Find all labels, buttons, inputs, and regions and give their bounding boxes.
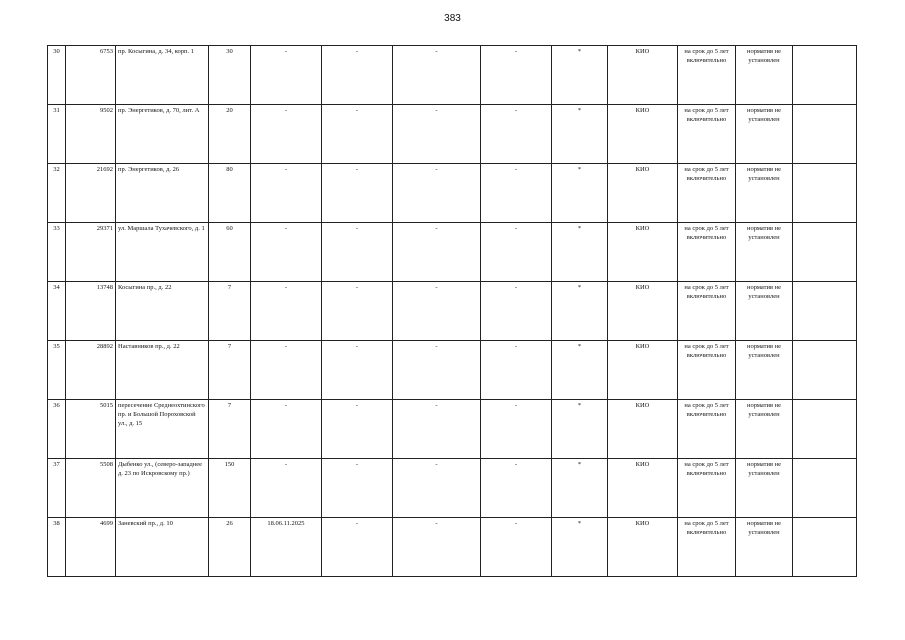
column-6-cell: - bbox=[322, 400, 393, 459]
table-row bbox=[48, 400, 857, 459]
extra-cell bbox=[793, 282, 857, 341]
table-row bbox=[48, 164, 857, 223]
address-cell: ул. Маршала Тухачевского, д. 1 bbox=[116, 223, 209, 282]
address-cell: Заневский пр., д. 10 bbox=[116, 518, 209, 577]
norm-cell: норматив не установлен bbox=[736, 518, 793, 577]
indicator-cell: * bbox=[552, 518, 608, 577]
term-cell: на срок до 5 лет включительно bbox=[678, 341, 736, 400]
row-number-cell: 37 bbox=[48, 459, 66, 518]
column-6-cell: - bbox=[322, 341, 393, 400]
capacity-cell: 30 bbox=[209, 46, 251, 105]
agency-cell: КИО bbox=[608, 341, 678, 400]
term-cell: на срок до 5 лет включительно bbox=[678, 400, 736, 459]
column-8-cell: - bbox=[481, 341, 552, 400]
indicator-cell: * bbox=[552, 164, 608, 223]
norm-cell: норматив не установлен bbox=[736, 341, 793, 400]
extra-cell bbox=[793, 105, 857, 164]
address-cell: Наставников пр., д. 22 bbox=[116, 341, 209, 400]
column-6-cell: - bbox=[322, 282, 393, 341]
extra-cell bbox=[793, 400, 857, 459]
date-cell: 18.06.11.2025 bbox=[251, 518, 322, 577]
norm-cell: норматив не установлен bbox=[736, 223, 793, 282]
table-row bbox=[48, 459, 857, 518]
norm-cell: норматив не установлен bbox=[736, 282, 793, 341]
capacity-cell: 7 bbox=[209, 341, 251, 400]
table-row bbox=[48, 46, 857, 105]
column-7-cell: - bbox=[393, 341, 481, 400]
address-cell: Косыгина пр., д. 22 bbox=[116, 282, 209, 341]
row-number-cell: 36 bbox=[48, 400, 66, 459]
date-cell: - bbox=[251, 282, 322, 341]
agency-cell: КИО bbox=[608, 164, 678, 223]
registry-table bbox=[47, 45, 857, 577]
indicator-cell: * bbox=[552, 400, 608, 459]
capacity-cell: 20 bbox=[209, 105, 251, 164]
indicator-cell: * bbox=[552, 341, 608, 400]
column-7-cell: - bbox=[393, 518, 481, 577]
address-cell: пр. Энергетиков, д. 26 bbox=[116, 164, 209, 223]
object-code-cell: 21692 bbox=[66, 164, 116, 223]
date-cell: - bbox=[251, 164, 322, 223]
page-number: 383 bbox=[444, 13, 461, 24]
column-6-cell: - bbox=[322, 164, 393, 223]
address-cell: пересечение Среднеохтинского пр. и Большой Пороховской ул., д. 15 bbox=[116, 400, 209, 459]
table-row bbox=[48, 282, 857, 341]
norm-cell: норматив не установлен bbox=[736, 164, 793, 223]
column-8-cell: - bbox=[481, 46, 552, 105]
column-8-cell: - bbox=[481, 223, 552, 282]
row-number-cell: 30 bbox=[48, 46, 66, 105]
table-row bbox=[48, 223, 857, 282]
address-cell: пр. Энергетиков, д. 70, лит. А bbox=[116, 105, 209, 164]
date-cell: - bbox=[251, 223, 322, 282]
agency-cell: КИО bbox=[608, 459, 678, 518]
column-7-cell: - bbox=[393, 105, 481, 164]
column-7-cell: - bbox=[393, 46, 481, 105]
agency-cell: КИО bbox=[608, 105, 678, 164]
norm-cell: норматив не установлен bbox=[736, 105, 793, 164]
date-cell: - bbox=[251, 105, 322, 164]
address-cell: Дыбенко ул., (северо-западнее д. 23 по Искровскому пр.) bbox=[116, 459, 209, 518]
row-number-cell: 32 bbox=[48, 164, 66, 223]
row-number-cell: 31 bbox=[48, 105, 66, 164]
term-cell: на срок до 5 лет включительно bbox=[678, 459, 736, 518]
capacity-cell: 7 bbox=[209, 282, 251, 341]
indicator-cell: * bbox=[552, 459, 608, 518]
object-code-cell: 29371 bbox=[66, 223, 116, 282]
indicator-cell: * bbox=[552, 105, 608, 164]
extra-cell bbox=[793, 223, 857, 282]
column-8-cell: - bbox=[481, 105, 552, 164]
column-6-cell: - bbox=[322, 105, 393, 164]
norm-cell: норматив не установлен bbox=[736, 400, 793, 459]
date-cell: - bbox=[251, 400, 322, 459]
row-number-cell: 33 bbox=[48, 223, 66, 282]
table-row bbox=[48, 341, 857, 400]
column-6-cell: - bbox=[322, 459, 393, 518]
object-code-cell: 28892 bbox=[66, 341, 116, 400]
date-cell: - bbox=[251, 459, 322, 518]
column-8-cell: - bbox=[481, 459, 552, 518]
column-8-cell: - bbox=[481, 282, 552, 341]
term-cell: на срок до 5 лет включительно bbox=[678, 164, 736, 223]
agency-cell: КИО bbox=[608, 518, 678, 577]
column-7-cell: - bbox=[393, 459, 481, 518]
object-code-cell: 5508 bbox=[66, 459, 116, 518]
row-number-cell: 34 bbox=[48, 282, 66, 341]
column-8-cell: - bbox=[481, 164, 552, 223]
column-8-cell: - bbox=[481, 518, 552, 577]
object-code-cell: 9502 bbox=[66, 105, 116, 164]
agency-cell: КИО bbox=[608, 400, 678, 459]
date-cell: - bbox=[251, 46, 322, 105]
object-code-cell: 6753 bbox=[66, 46, 116, 105]
term-cell: на срок до 5 лет включительно bbox=[678, 105, 736, 164]
term-cell: на срок до 5 лет включительно bbox=[678, 46, 736, 105]
column-6-cell: - bbox=[322, 223, 393, 282]
term-cell: на срок до 5 лет включительно bbox=[678, 282, 736, 341]
column-7-cell: - bbox=[393, 164, 481, 223]
extra-cell bbox=[793, 164, 857, 223]
agency-cell: КИО bbox=[608, 282, 678, 341]
table-row bbox=[48, 518, 857, 577]
indicator-cell: * bbox=[552, 223, 608, 282]
row-number-cell: 35 bbox=[48, 341, 66, 400]
address-cell: пр. Косыгина, д. 34, корп. 1 bbox=[116, 46, 209, 105]
indicator-cell: * bbox=[552, 46, 608, 105]
object-code-cell: 4699 bbox=[66, 518, 116, 577]
term-cell: на срок до 5 лет включительно bbox=[678, 518, 736, 577]
column-7-cell: - bbox=[393, 400, 481, 459]
capacity-cell: 80 bbox=[209, 164, 251, 223]
row-number-cell: 38 bbox=[48, 518, 66, 577]
column-7-cell: - bbox=[393, 223, 481, 282]
capacity-cell: 60 bbox=[209, 223, 251, 282]
extra-cell bbox=[793, 518, 857, 577]
column-8-cell: - bbox=[481, 400, 552, 459]
column-7-cell: - bbox=[393, 282, 481, 341]
column-6-cell: - bbox=[322, 518, 393, 577]
norm-cell: норматив не установлен bbox=[736, 459, 793, 518]
extra-cell bbox=[793, 46, 857, 105]
capacity-cell: 26 bbox=[209, 518, 251, 577]
table-body bbox=[48, 46, 857, 577]
object-code-cell: 5015 bbox=[66, 400, 116, 459]
term-cell: на срок до 5 лет включительно bbox=[678, 223, 736, 282]
capacity-cell: 150 bbox=[209, 459, 251, 518]
object-code-cell: 13748 bbox=[66, 282, 116, 341]
agency-cell: КИО bbox=[608, 223, 678, 282]
extra-cell bbox=[793, 341, 857, 400]
column-6-cell: - bbox=[322, 46, 393, 105]
table-row bbox=[48, 105, 857, 164]
date-cell: - bbox=[251, 341, 322, 400]
agency-cell: КИО bbox=[608, 46, 678, 105]
capacity-cell: 7 bbox=[209, 400, 251, 459]
indicator-cell: * bbox=[552, 282, 608, 341]
extra-cell bbox=[793, 459, 857, 518]
norm-cell: норматив не установлен bbox=[736, 46, 793, 105]
